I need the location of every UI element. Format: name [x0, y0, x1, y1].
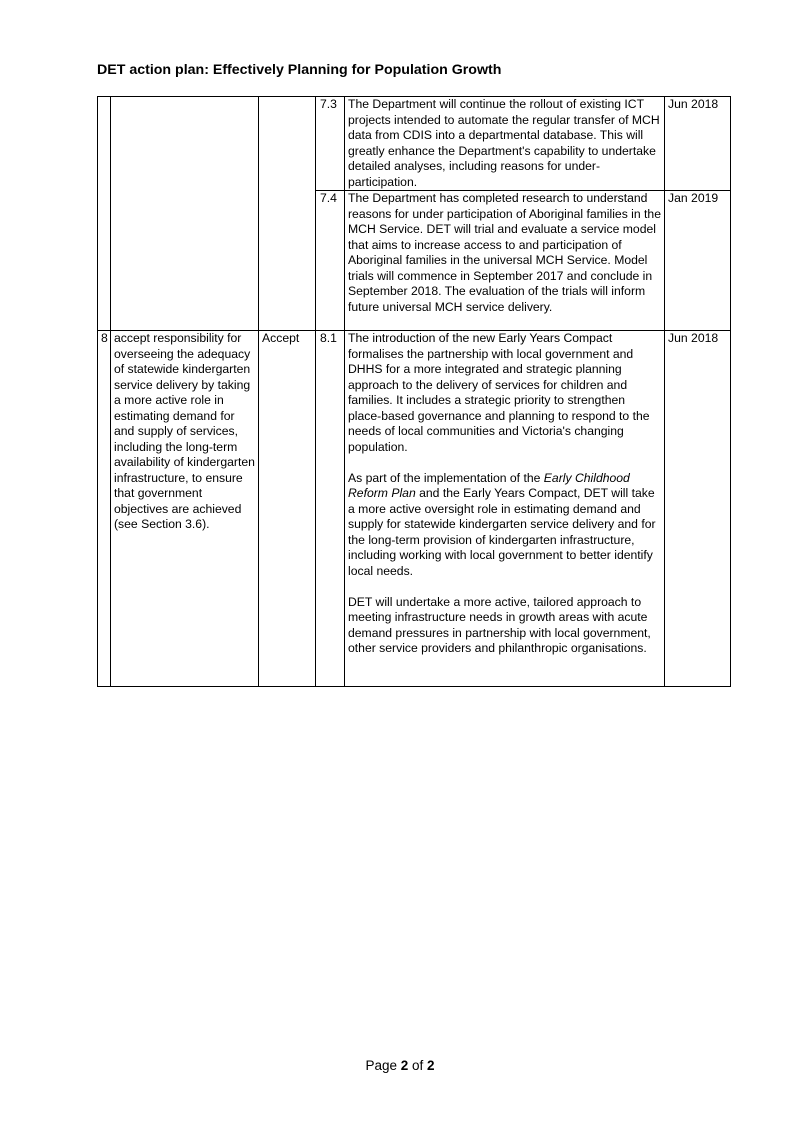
- page-of: of: [412, 1058, 424, 1073]
- document-reference: Early Childhood Reform Plan: [348, 470, 630, 500]
- action-plan-table: [97, 96, 731, 687]
- completion-date-cell: [665, 97, 731, 191]
- action-number: 8.1: [320, 331, 337, 345]
- completion-date-cell: [665, 191, 731, 331]
- action-paragraph: The introduction of the new Early Years Compact formalises the partnership with local government and DHHS for a more integrated and strategic planning approach to the delivery of services for children and families. It includes a strategic priority to strengthen place-based governance and planning to respond to the needs of local communities and Victoria's changing population.: [348, 331, 650, 454]
- action-number-cell: [316, 97, 345, 191]
- table-row: [98, 97, 731, 191]
- response-cell: [259, 97, 316, 191]
- completion-date: Jan 2019: [668, 191, 719, 205]
- recommendation-cell: [111, 331, 259, 687]
- completion-date-cell: [665, 331, 731, 687]
- table-row: [98, 191, 731, 331]
- completion-date: Jun 2018: [668, 331, 719, 345]
- action-description-cell: [345, 97, 665, 191]
- recommendation-text: accept responsibility for overseeing the adequacy of statewide kindergarten service delivery by taking a more active role in estimating demand for and supply of services, including the long-term availability of kindergarten infrastructure, to ensure that government objectives are achieved (see Section 3.6).: [114, 331, 255, 531]
- table-row: [98, 331, 731, 687]
- response-text: Accept: [262, 331, 300, 345]
- response-cell: [259, 191, 316, 331]
- action-description-cell: [345, 331, 665, 687]
- action-number: 7.3: [320, 97, 337, 111]
- action-number-cell: [316, 191, 345, 331]
- completion-date: Jun 2018: [668, 97, 719, 111]
- recommendation-cell: [111, 97, 259, 191]
- page-footer: [0, 1058, 800, 1073]
- rec-number-cell: [98, 97, 111, 191]
- action-paragraph: The Department has completed research to understand reasons for under participation of Aboriginal families in the MCH Service. DET will trial and evaluate a service model that aims to increase access to and participation of Aboriginal families in the universal MCH Service. Model trials will commence in September 2017 and conclude in September 2018. The evaluation of the trials will inform future universal MCH service delivery.: [348, 191, 661, 314]
- action-number: 7.4: [320, 191, 337, 205]
- page-current: 2: [400, 1058, 409, 1073]
- page-total: 2: [427, 1058, 435, 1073]
- response-cell: [259, 331, 316, 687]
- action-paragraph: The Department will continue the rollout of existing ICT projects intended to automate the regular transfer of MCH data from CDIS into a departmental database. This will greatly enhance the Department's capability to undertake detailed analyses, including reasons for under-participation.: [348, 97, 660, 189]
- page-label: Page: [365, 1058, 397, 1073]
- rec-number-cell: [98, 331, 111, 687]
- action-number-cell: [316, 331, 345, 687]
- action-description-cell: [345, 191, 665, 331]
- rec-number-cell: [98, 191, 111, 331]
- rec-number: 8: [101, 331, 108, 345]
- action-paragraph-with-italics: As part of the implementation of the Early Childhood Reform Plan and the Early Years Compact, DET will take a more active oversight role in estimating demand and supply for statewide kindergarten service delivery and for the long-term provision of kindergarten infrastructure, including working with local government to better identify local needs.: [348, 470, 656, 578]
- action-paragraph: DET will undertake a more active, tailored approach to meeting infrastructure needs in growth areas with acute demand pressures in partnership with local government, other service providers and philanthropic organisations.: [348, 594, 651, 655]
- document-title: DET action plan: Effectively Planning for Population Growth: [97, 62, 502, 78]
- recommendation-cell: [111, 191, 259, 331]
